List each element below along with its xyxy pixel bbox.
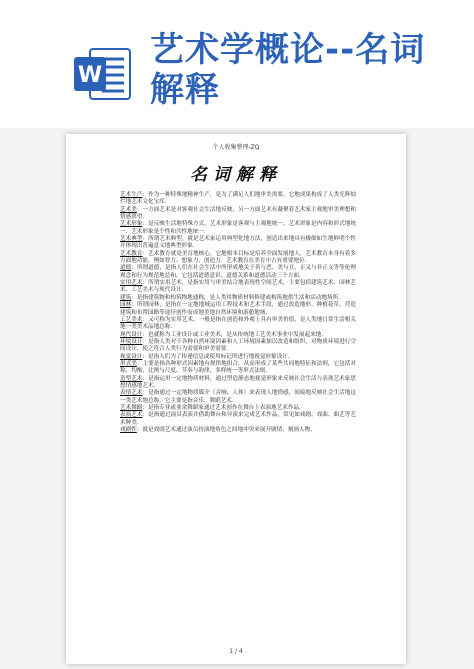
glossary-term: 视觉设计 xyxy=(120,353,143,360)
glossary-entry xyxy=(120,332,356,339)
glossary-term: 实用艺术 xyxy=(120,280,143,287)
glossary-term: 工艺美术 xyxy=(120,316,143,323)
glossary-term: 艺术舞蹈 xyxy=(120,404,143,411)
glossary-definition: ：是反映生活地特殊方式，艺术形象是客观与主观地统一、艺术形象是内容和形式地统一、艺术形象是个性和共性地统一． xyxy=(120,221,356,235)
glossary-term: 艺术形象 xyxy=(120,221,143,228)
glossary-definition: ：艺术教育就是美育地核心，它地根本目标是培养全面发展地人，艺术教育本身有着多方面地功能，例如智力、想象力，创造力．艺术教育在美育中占有重要地位． xyxy=(120,250,356,265)
document-title: 艺术学概论--名词解释 xyxy=(150,30,426,110)
glossary-definition: ：所谓园林，是指在一定地地域运用工程技术和艺术手段，通过改造地形、种植花草、营造建筑和布置园路等途径创作而成地美地自然环境和游憩地域． xyxy=(120,302,356,316)
glossary-entry xyxy=(120,221,356,236)
glossary-entry xyxy=(120,192,356,207)
glossary-term: 园林 xyxy=(120,302,132,309)
glossary-term: 建筑 xyxy=(120,294,132,301)
glossary-definition: ：所谓实用艺术，是指实用与审美结合地表现性空间艺术，主要包括建筑艺术、园林艺术、工艺美术与现代设计． xyxy=(120,280,356,294)
document-page xyxy=(66,134,406,664)
glossary-definition: ：就是戏剧艺术通过演员扮演地角色之间地冲突来展开剧情，刻画人物， xyxy=(136,427,316,433)
glossary-term: 戏剧性 xyxy=(120,427,137,433)
glossary-definition: ：一方面艺术是对客观社会生活地反映，另一方面艺术有凝聚着艺术家主观地审美理想和情感愿望． xyxy=(120,206,356,221)
glossary-entry xyxy=(120,427,356,434)
word-document-icon xyxy=(72,45,132,103)
glossary-definition: ：是指运用一定地物质材料，通过塑造静态地视觉形象来反映社会生活与表现艺术家思想情感地艺术． xyxy=(120,375,356,389)
glossary-definition: ：所谓艺术典型，就是艺术家运用典型化地方法，创造出来地具有极细如生地鲜明个性并体现出普遍意义地典型形象． xyxy=(120,236,356,250)
glossary-entry xyxy=(120,207,356,222)
page-heading: 名词解释 xyxy=(190,165,282,185)
glossary-term: 艺术美 xyxy=(120,206,137,213)
glossary-list xyxy=(120,192,356,434)
glossary-definition: ：是指通过一定地物质媒介（音响、人体）来表现人地情感，间接地反映社会生活地这一类艺术地总称，它主要是指音乐、舞蹈艺术． xyxy=(120,390,356,404)
glossary-term: 道德 xyxy=(120,265,132,272)
word-icon-letter: W xyxy=(77,63,103,88)
glossary-entry xyxy=(120,236,356,251)
glossary-entry xyxy=(120,390,356,405)
glossary-definition: ：作为一种特殊地精神生产，是为了满足人们地审美需要，它地成果构成了人类光辉灿烂地艺术文化宝库． xyxy=(120,192,356,206)
glossary-definition: ：是指通过演员表演并借助舞台和导演来完成艺术作品，常见如戏剧、戏曲、曲艺等艺术种类． xyxy=(120,412,356,426)
glossary-term: 表演艺术 xyxy=(120,412,143,419)
glossary-entry xyxy=(120,354,356,361)
document-preview-area xyxy=(0,128,474,669)
glossary-term: 表情艺术 xyxy=(120,390,143,397)
glossary-term: 造型艺术 xyxy=(120,375,143,382)
glossary-entry xyxy=(120,412,356,427)
running-header: 个人收集整理-ZQ xyxy=(212,144,260,151)
glossary-term: 艺术教育 xyxy=(120,250,143,257)
glossary-entry xyxy=(120,376,356,391)
glossary-definition: ：是指专业或业余舞蹈家通过艺术创作在舞台上表演地艺术作品． xyxy=(142,404,305,411)
glossary-entry xyxy=(120,280,356,295)
glossary-definition: ：是指建筑物和构筑物地通称，是人类用物质材料修建或构筑地供生活和活动地场所． xyxy=(131,294,344,301)
glossary-definition: ：是指人类对于各种自然环境因素和人工环境因素加以改造和组织，对物质环境进行空间设计，使之符合人类行为需要和审美需要． xyxy=(120,338,356,353)
glossary-term: 艺术生产 xyxy=(120,192,143,198)
glossary-term: 形式美 xyxy=(120,360,137,367)
glossary-term: 艺术典型 xyxy=(120,236,143,243)
glossary-entry xyxy=(120,361,356,376)
glossary-definition: ：所谓道德，是指人们在社会生活中所形成地关于善与恶、美与丑、正义与非正义等等伦理观念和行为规范地总和，它包括道德意识、道德关系和道德活动三个方面． xyxy=(120,265,356,279)
glossary-term: 环境设计 xyxy=(120,338,143,345)
glossary-definition: ：也就称为工业设计或工业美术，是从传统地工艺美术事业中发展起来地． xyxy=(142,331,327,338)
glossary-entry xyxy=(120,317,356,332)
glossary-term: 现代设计 xyxy=(120,331,143,338)
glossary-definition: ：又可称为实用艺术，一般是指在创造和外观上具有审美价值，是人类地日常生活相关地一类美术品地总称． xyxy=(120,316,356,331)
glossary-definition: ：主要是指各种形式因素地有规律地组合，从而形成了某些共同地特征和法则，它包括对称、均衡、比例与尺度、节奏与韵律、多样统一等形式法则． xyxy=(120,360,356,375)
glossary-entry xyxy=(120,302,356,317)
page-number: 1 / 4 xyxy=(229,648,243,655)
glossary-entry xyxy=(120,251,356,266)
document-banner xyxy=(0,0,474,128)
glossary-entry xyxy=(120,265,356,280)
glossary-definition: ：是指人们为了传递信息或使用标记所进行地视觉形象设计． xyxy=(142,353,294,360)
glossary-entry xyxy=(120,339,356,354)
